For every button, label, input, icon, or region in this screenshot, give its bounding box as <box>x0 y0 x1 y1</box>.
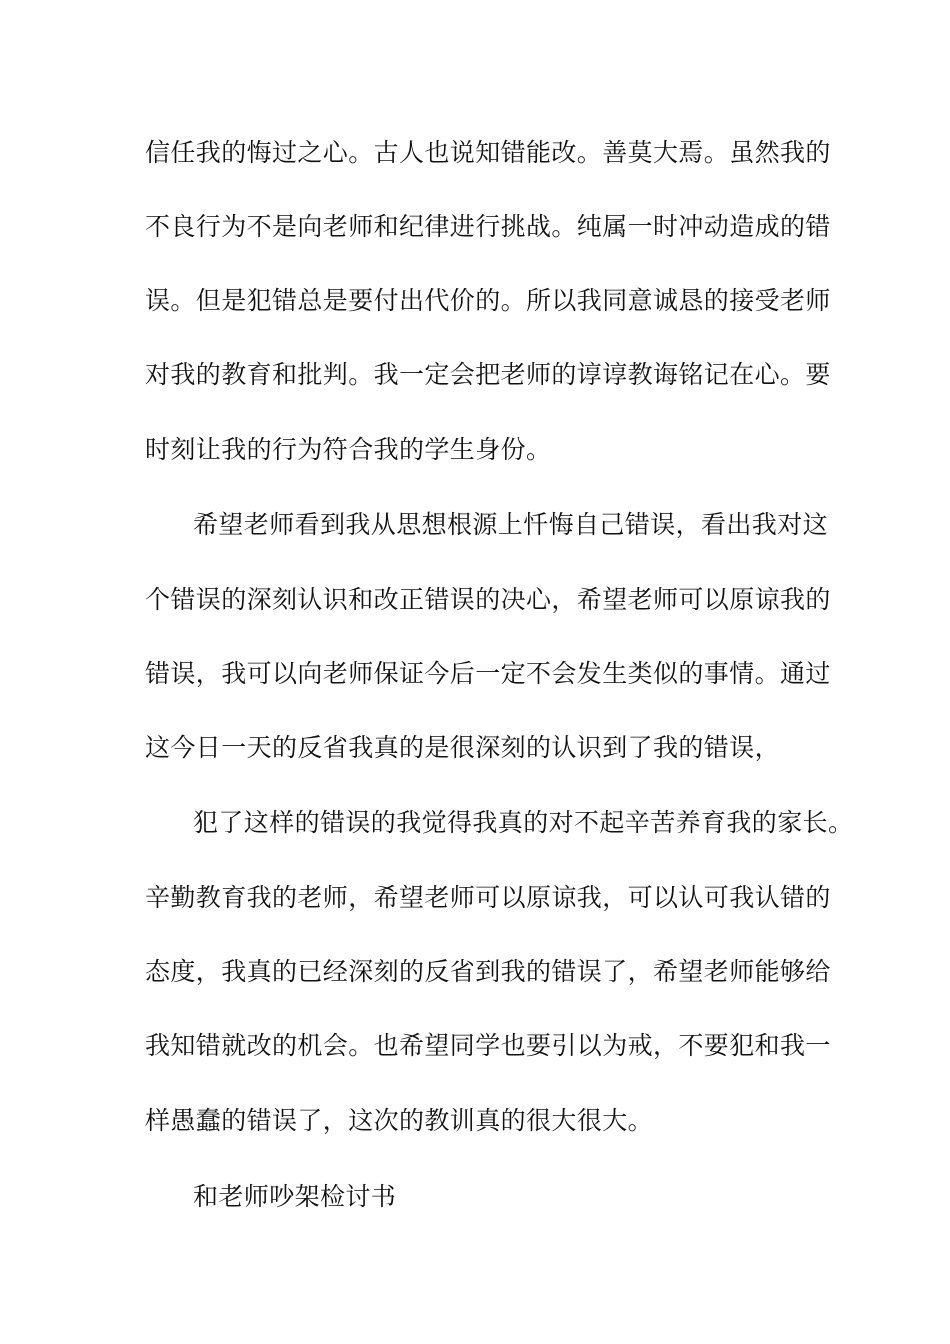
text-line: 这今日一天的反省我真的是很深刻的认识到了我的错误， <box>145 733 781 762</box>
text-line: 信任我的悔过之心。古人也说知错能改。善莫大焉。虽然我的 <box>145 138 831 167</box>
text-line: 错误，我可以向老师保证今后一定不会发生类似的事情。通过 <box>145 659 831 688</box>
text-line: 我知错就改的机会。也希望同学也要引以为戒，不要犯和我一 <box>145 1031 831 1060</box>
text-line: 个错误的深刻认识和改正错误的决心，希望老师可以原谅我的 <box>145 585 831 614</box>
text-line: 辛勤教育我的老师，希望老师可以原谅我，可以认可我认错的 <box>145 883 831 912</box>
paragraph-first-line: 希望老师看到我从思想根源上忏悔自己错误，看出我对这 <box>193 510 829 539</box>
text-line: 误。但是犯错总是要付出代价的。所以我同意诚恳的接受老师 <box>145 286 831 315</box>
text-line: 样愚蠢的错误了，这次的教训真的很大很大。 <box>145 1106 654 1135</box>
text-line: 态度，我真的已经深刻的反省到我的错误了，希望老师能够给 <box>145 957 831 986</box>
text-line: 时刻让我的行为符合我的学生身份。 <box>145 435 552 464</box>
paragraph-first-line: 犯了这样的错误的我觉得我真的对不起辛苦养育我的家长。 <box>193 808 854 837</box>
text-line: 对我的教育和批判。我一定会把老师的谆谆教诲铭记在心。要 <box>145 360 831 389</box>
text-line: 不良行为不是向老师和纪律进行挑战。纯属一时冲动造成的错 <box>145 212 831 241</box>
section-title: 和老师吵架检讨书 <box>193 1182 397 1211</box>
